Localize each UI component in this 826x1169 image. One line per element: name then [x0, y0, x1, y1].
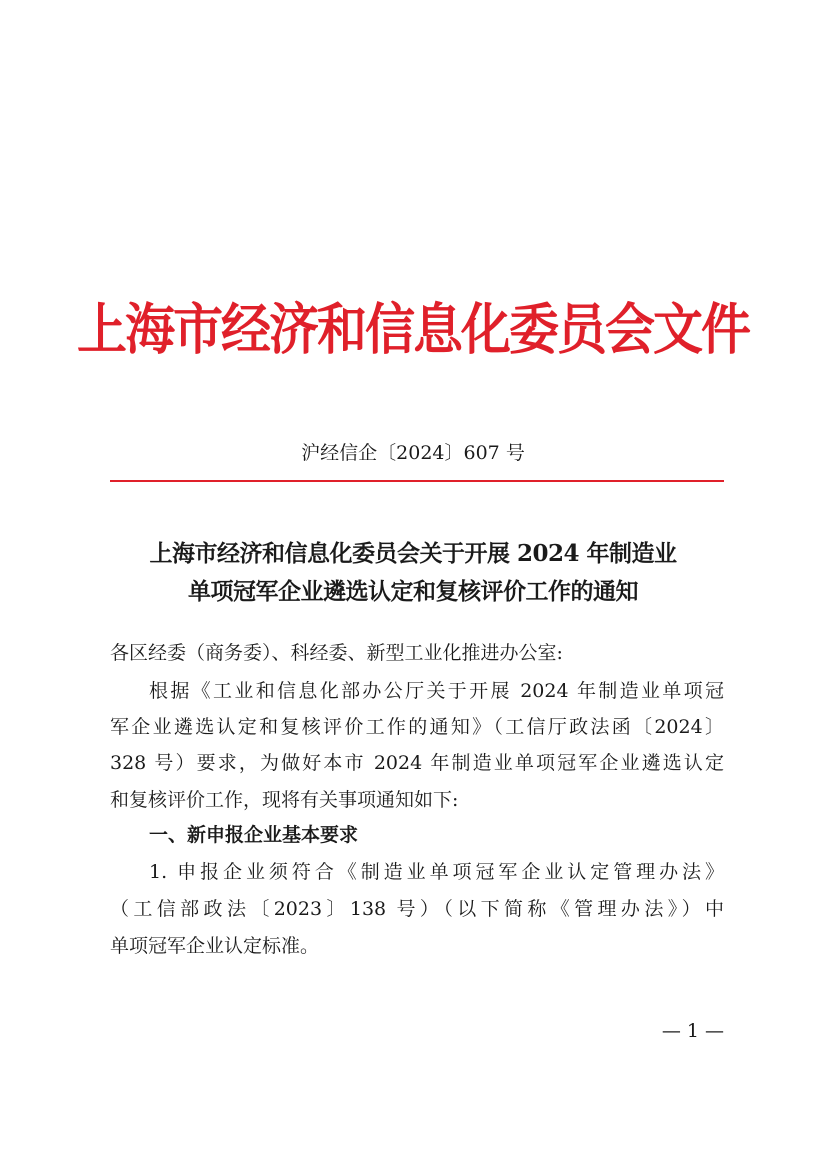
addressee-line: 各区经委（商务委）、科经委、新型工业化推进办公室: — [110, 642, 563, 664]
section-heading-1: 一、新申报企业基本要求 — [149, 824, 359, 846]
red-divider-rule — [110, 480, 724, 482]
intro-paragraph-line: 根据《工业和信息化部办公厅关于开展 2024 年制造业单项冠 — [149, 680, 724, 702]
intro-paragraph-line: 328 号）要求，为做好本市 2024 年制造业单项冠军企业遴选认定 — [110, 752, 724, 774]
item-1-line: 单项冠军企业认定标准。 — [110, 935, 320, 957]
intro-paragraph-line: 和复核评价工作，现将有关事项通知如下: — [110, 789, 459, 811]
document-number: 沪经信企〔2024〕607 号 — [301, 442, 525, 464]
item-1-line: 1. 申报企业须符合《制造业单项冠军企业认定管理办法》 — [149, 861, 724, 883]
notice-title-line-2: 单项冠军企业遴选认定和复核评价工作的通知 — [188, 578, 638, 605]
item-1-line: （工信部政法〔2023〕138 号）（以下简称《管理办法》）中 — [110, 898, 724, 920]
notice-title-line-1: 上海市经济和信息化委员会关于开展 2024 年制造业 — [149, 540, 677, 567]
intro-paragraph-line: 军企业遴选认定和复核评价工作的通知》（工信厅政法函〔2024〕 — [110, 716, 724, 738]
issuer-header-title: 上海市经济和信息化委员会文件 — [77, 297, 749, 362]
page-number: — 1 — — [661, 1020, 724, 1042]
